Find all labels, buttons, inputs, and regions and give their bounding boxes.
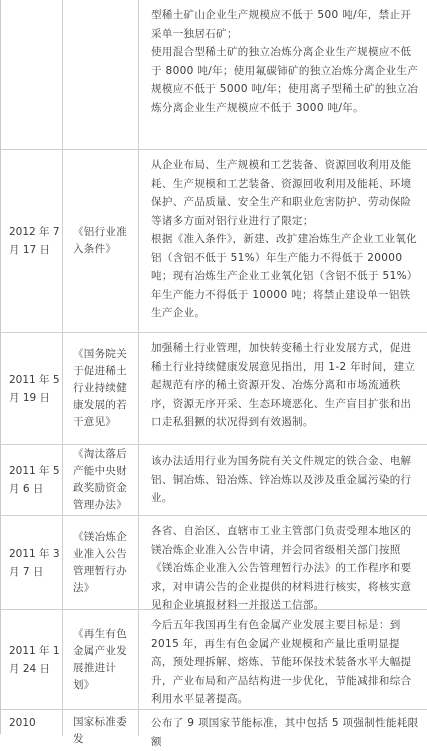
- date-cell: 2011 年 5 月 6 日: [1, 445, 63, 515]
- content-cell: [139, 333, 427, 444]
- date-cell: [1, 0, 63, 149]
- content-paragraph: 公布了 9 项国家节能标准，其中包括 5 项强制性能耗限额: [151, 717, 419, 748]
- date-cell: 2011 年 1 月 24 日: [1, 610, 63, 709]
- date-cell: 2012 年 7 月 17 日: [1, 150, 63, 332]
- policy-title-cell: 《镁冶炼企业准入公告管理暂行办法》: [63, 516, 139, 609]
- policy-title-cell: 《淘汰落后产能中央财政奖励资金管理办法》: [63, 445, 139, 515]
- table-row: [1, 333, 427, 445]
- content-paragraph: 加强稀土行业管理，加快转变稀土行业发展方式，促进稀土行业持续健康发展意见指出，用 1-2 年时间，建立起规范有序的稀土资源开发、冶炼分离和市场流通秩序，资源无序开采、生态环境恶化、生产盲目扩张和出口走私猖獗的状况得到有效遏制。: [151, 342, 416, 428]
- content-cell: [139, 516, 427, 609]
- table-row: [1, 150, 427, 333]
- date-cell: 2011 年 3 月 7 日: [1, 516, 63, 609]
- policy-title-cell: 《再生有色金属产业发展推进计划》: [63, 610, 139, 709]
- content-cell: [139, 150, 427, 332]
- table-row: [1, 0, 427, 150]
- content-paragraph: 该办法适用行业为国务院有关文件规定的铁合金、电解铝、铜冶炼、铅冶炼、锌冶炼以及涉及重金属污染的行业。: [151, 455, 412, 505]
- content-paragraph: 型稀土矿山企业生产规模应不低于 500 吨/年，禁止开采单一独居石矿；: [151, 9, 412, 40]
- content-cell: [139, 710, 427, 748]
- content-cell: [139, 445, 427, 515]
- table-row: [1, 710, 427, 748]
- content-cell: [139, 0, 427, 149]
- content-paragraph: 各省、自治区、直辖市工业主管部门负责受理本地区的镁冶炼企业准入公告申请，并会同省级相关部门按照《镁冶炼企业准入公告管理暂行办法》的工作程序和要求，对申请公告的企业提供的材料进行核实，将核实意见和企业填报材料一并报送工信部。: [151, 525, 412, 611]
- table-row: [1, 610, 427, 710]
- content-cell: [139, 610, 427, 709]
- content-paragraph: 使用混合型稀土矿的独立冶炼分离企业生产规模应不低于 8000 吨/年；使用氟碳铈矿的独立冶炼分离企业生产规模应不低于 5000 吨/年；使用离子型稀土矿的独立冶炼分离企业生产规模应不低于 3000 吨/年。: [151, 46, 419, 114]
- date-cell: 2011 年 5 月 19 日: [1, 333, 63, 444]
- content-paragraph: 今后五年我国再生有色金属产业发展主要目标是：到 2015 年，再生有色金属产业规模和产量比重明显提高，预处理拆解、熔炼、节能环保技术装备水平大幅提升，产业布局和产品结构进一步优化，节能减排和综合利用水平显著提高。: [151, 619, 412, 705]
- policy-title-cell: 《铝行业准入条件》: [63, 150, 139, 332]
- policy-title-cell: 《国务院关于促进稀土行业持续健康发展的若干意见》: [63, 333, 139, 444]
- table-row: [1, 516, 427, 610]
- policy-title-cell: 国家标准委发: [63, 710, 139, 736]
- content-paragraph: 根据《准入条件》，新建、改扩建冶炼生产企业工业氧化铝（含铝不低于 51%）年生产能力不得低于 20000 吨；现有冶炼生产企业工业氧化铝（含铝不低于 51%）年生产能力不得低于 10000 吨；将禁止建设单一铝铁生产企业。: [151, 233, 418, 319]
- policy-title-cell: [63, 0, 139, 149]
- date-cell: 2010: [1, 710, 63, 736]
- content-paragraph: 从企业布局、生产规模和工艺装备、资源回收利用及能耗、生产规模和工艺装备、资源回收利用及能耗、环境保护、产品质量、安全生产和职业危害防护、劳动保险等诸多方面对铝行业进行了限定；: [151, 159, 412, 227]
- table-row: [1, 445, 427, 516]
